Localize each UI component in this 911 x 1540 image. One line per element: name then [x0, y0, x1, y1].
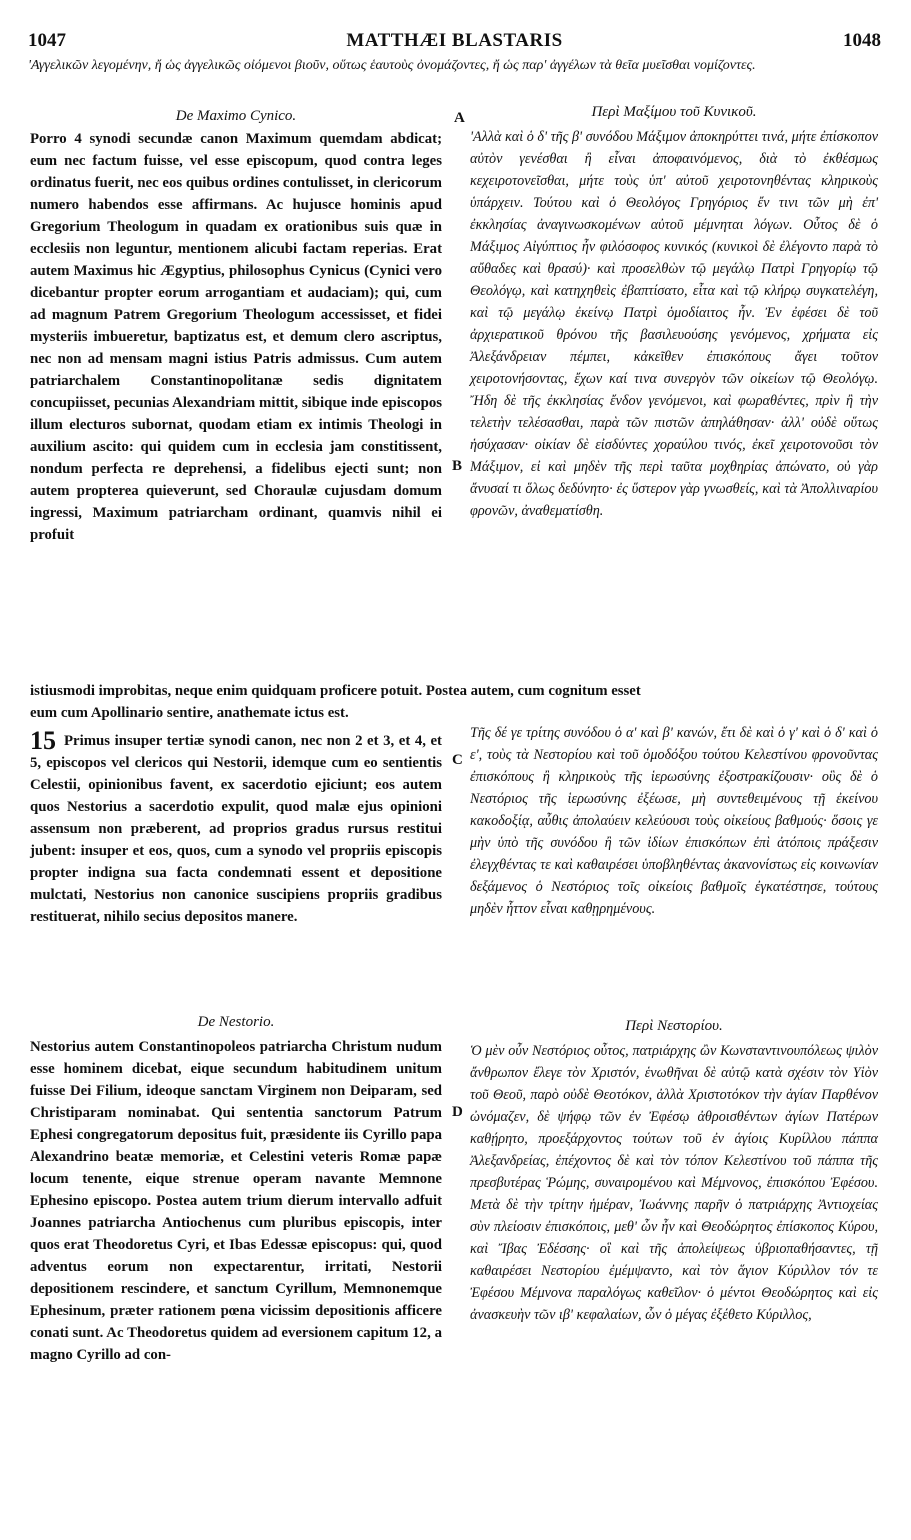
running-head — [28, 30, 881, 52]
greek-heading-nestorius: Περὶ Νεστορίου. — [625, 1018, 723, 1034]
running-title: MATTHÆI BLASTARIS — [346, 30, 563, 51]
canon-number: 15 — [30, 726, 56, 755]
greek-paragraph-nestorius: Ὁ μὲν οὖν Νεστόριος οὗτος, πατριάρχης ὢν Κωνσταντινουπόλεως ψιλὸν ἄνθρωπον ἔλεγε τὸν Χριστόν, ἑνωθῆναι δὲ αὐτῷ κατὰ σχέσιν τὸν Υἱὸν τοῦ Θεοῦ, παρὸ οὐδὲ Θεοτόκον, ἀλλὰ Χριστοτόκον τὴν ἁγίαν Παρθένον ὠνόμαζεν, δὲ ψήφῳ τῶν ἐν Ἐφέσῳ ἀθροισθέντων ἁγίων Πατέρων καθῄρητο, προεξάρχοντος τούτων τοῦ ἐν ἁγίοις Κυρίλλου πάππα Ἀλεξανδρείας, ἐπέχοντος δὲ καὶ τὸν τόπον Κελεστίνου τοῦ πάππα τῆς πρεσβυτέρας Ῥώμης, συναιρομένου καὶ Μέμνονος, ἐπισκόπου Ἐφέσου. Μετὰ δὲ τὴν τρίτην ἡμέραν, Ἰωάννης παρῆν ὁ πατριάρχης Ἀντιοχείας σὺν πλείοσιν ἐπισκόποις, μεθ' ὧν ἦν καὶ Θεοδώρητος ἐπίσκοπος Κύρου, καὶ Ἴβας Ἐδέσσης· οἳ καὶ τῆς ἀπολείψεως ὑβριοπαθήσαντες, τῇ καθαιρέσει Νεστορίου ἐμέμψαντο, καὶ τὸν ἅγιον Κύριλλον τόν τε Ἐφέσου Μέμνονα παραλόγως καθεῖλον· ὁ μέντοι Θεοδώρητος καὶ εἰς ἀνασκευὴν τῶν ιβ' κεφαλαίων, ὧν ὁ μέγας ἐξέθετο Κύριλλος, — [470, 1043, 878, 1323]
latin-heading-maximus: De Maximo Cynico. — [175, 108, 297, 124]
greek-continuation-line: 'Αγγελικῶν λεγομένην, ἤ ὡς ἀγγελικῶς οἰόμενοι βιοῦν, οὕτως ἑαυτοὺς ὀνομάζοντες, ἤ ὡς παρ' ἀγγέλων τὰ θεῖα μυεῖσθαι νομίζοντες. — [28, 58, 756, 73]
latin-paragraph-nestorius: Nestorius autem Constantinopoleos patriarcha Christum nudum esse hominem dicebat, eique secundum habitudinem unitum fuisse Dei Filium, ideoque sanctam Virginem non Deiparam, sed Christiparam nominabat. Qui sententia sanctorum Patrum Ephesi congregatorum depositus fuit, præsidente iis Cyrillo papa Alexandrino beatæ memoriæ, et Celestini veteris Romæ papæ locum tenente, eique strenue operam navante Memnone Ephesino episcopo. Postea autem trium dierum intervallo adfuit Joannes patriarcha Antiochenus cum pluribus episcopis, inter quos erat Theodoretus Cyri, et Ibas Edessæ episcopus: qui, quod adventus eorum non expectarentur, irritati, Nestorii depositionem rescindere, et sanctum Cyrillum, Memnonemque Ephesinum, præter rationem pœna vicissim depositionis afficere conati sunt. Ac Theodoretus quidem ad eversionem capitum 12, a magno Cyrillo ad con- — [30, 1039, 442, 1363]
latin-bridge-line: istiusmodi improbitas, neque enim quidquam proficere potuit. Postea autem, cum cognitum esset — [30, 683, 641, 699]
latin-bridge-last: eum cum Apollinario sentire, anathemate ictus est. — [30, 705, 349, 721]
latin-heading-nestorius: De Nestorio. — [197, 1014, 275, 1030]
margin-letter-a: A — [454, 110, 465, 126]
page-number-left: 1047 — [28, 30, 66, 51]
margin-letter-d: D — [452, 1104, 463, 1120]
latin-paragraph-maximus: Porro 4 synodi secundæ canon Maximum quemdam abdicat; eum nec factum fuisse, vel esse episcopum, quod contra leges ordinatus fuerit, nec eos quibus ordines contulisset, in clericorum numero habendos esse affirmans. Ac hujusce hominis apud Gregorium Theologum in quadam ex orationibus suis quæ in ecclesiis non leguntur, mentionem alicubi factam reperias. Erat autem Maximus hic Ægyptius, philosophus Cynicus (Cynici vero dicebantur propter eorum arrogantiam et audaciam); qui, cum ad magnum Patrem Gregorium Theologum accessisset, et fidei mysteriis imbueretur, baptizatus est, et demum clero ascriptus, nec non ad mensam magni istius Patris admissus. Cum autem patriarchalem Constantinopolitanæ sedis dignitatem concupiisset, pecunias Alexandriam mittit, sibique inde episcopos illum electuros subornat, quodam etiam ex intimis Theologi in auxilium ascito: qui quidem cum in ecclesia jam constitissent, nondum perfecta re deprehensi, a fidelibus ejecti sunt; non autem propterea quieverunt, sed Choraulæ cujusdam domum ingressi, Maximum patriarcham ordinant, quamvis nihil ei profuit — [30, 131, 442, 543]
greek-heading-maximus: Περὶ Μαξίμου τοῦ Κυνικοῦ. — [591, 104, 757, 120]
greek-paragraph-canon: Τῆς δέ γε τρίτης συνόδου ὁ α' καὶ β' κανών, ἔτι δὲ καὶ ὁ γ' καὶ ὁ δ' καὶ ὁ ε', τοὺς τὰ Νεστορίου καὶ τοῦ ὁμοδόξου τούτου Κελεστίνου φρονοῦντας ἐπισκόπους ἢ κληρικοὺς τῆς ἱερωσύνης ἐξοστρακίζουσιν· οὓς δὲ ὁ Νεστόριος τῆς ἱερωσύνης ἐξέωσε, μὴ συντεθειμένους τῇ ἐκείνου κακοδοξίᾳ, αὖθις ἀπολαύειν κελεύουσι τοὺς οἰκείους βαθμούς· ὅσοις γε μὴν ὑπὸ τῆς συνόδου ἢ τῶν ἰδίων ἐπισκόπων ἐπὶ ἀτόποις πράξεσιν ἐλεγχθέντας τε καὶ καθαιρέσει ὑποβληθέντας ἀκανονίστως εἰς κοινωνίαν δεξάμενος ὁ Νεστόριος τοῖς οἰκείοις βαθμοῖς ἐγκατέστησε, τούτους μηδὲν ἧττον εἶναι καθῃρημένους. — [470, 725, 878, 917]
greek-paragraph-maximus: 'Αλλὰ καὶ ὁ δ' τῆς β' συνόδου Μάξιμον ἀποκηρύττει τινά, μήτε ἐπίσκοπον αὐτὸν γενέσθαι ἢ εἶναι ἀποφαινόμενος, διὰ τὸ ἐκθέσμως κεχειροτονεῖσθαι, μήτε τοὺς ὑπ' αὐτοῦ χειροτονηθέντας κληρικοὺς ὑπάρχειν. Τούτου καὶ ὁ Θεολόγος Γρηγόριος ἔν τινι τῶν μὴ ἐπ' ἐκκλησίας ἀναγινωσκομένων αὐτοῦ μέμνηται λόγων. Οὗτος δὲ ὁ Μάξιμος Αἰγύπτιος ἦν φιλόσοφος κυνικός (κυνικοὶ δὲ ἐλέγοντο παρὰ τὸ αὔθαδες καὶ θρασύ)· καὶ προσελθὼν τῷ μεγάλῳ Πατρὶ Γρηγορίῳ τῷ Θεολόγῳ, καὶ κατηχηθεὶς ἐβαπτίσατο, εἶτα καὶ τῷ κλήρῳ συγκατελέγη, καὶ τῷ μεγάλῳ ἐκείνῳ Πατρὶ ὁμοδίαιτος ἦν. Ἐν ἐφέσει δὲ τοῦ ἀρχιερατικοῦ θρόνου τῆς βασιλευούσης γενόμενος, χρήματα εἰς Ἀλεξάνδρειαν πέμπει, κἀκεῖθεν ἐπισκόπους ἄγει τοῦτον χειροτονήσοντας, ἔχων καί τινα συνεργὸν τῶν οἰκείων τῷ Θεολόγῳ. Ἤδη δὲ τῆς ἐκκλησίας ἔνδον γενόμενοι, καὶ φωραθέντες, πρὶν ἢ τὴν τελετὴν τελέσασθαι, παρὰ τῶν πιστῶν ἀπηλάθησαν· ἀλλ' οὐδὲ οὕτως ἡσύχασαν· οἰκίαν δὲ εἰσδύντες χοραύλου τινός, ἐκεῖ χειροτονοῦσι τὸν Μάξιμον, εἰ καὶ μηδὲν τῆς περὶ ταῦτα μοχθηρίας ἀπώνατο, οὐ γὰρ ἄνυσαί τι ὅλως δεδύνητο· ἐς ὕστερον γὰρ γνωσθείς, καὶ τὰ Ἀπολλιναρίου φρονῶν, ἀναθεματίσθη. — [470, 129, 878, 519]
latin-paragraph-canon: Primus insuper tertiæ synodi canon, nec non 2 et 3, et 4, et 5, episcopos vel clericos qui Nestorii, idemque cum eo sentientis Celestii, opinionibus favent, ex sacerdotio ejiciunt; eos autem quos Nestorius a sacerdotio expulit, quod malæ ejus opinioni assensum non præberent, ad proprios gradus rursus restitui jubent: insuper et eos, quos, cum a synodo vel propriis episcopis propter indigna sua facta condemnati essent et depositione mulctati, Nestorius non canonice suscipiens propriis gradibus restituerat, nihilo secius depositos manere. — [30, 733, 442, 925]
margin-letter-c: C — [452, 752, 463, 768]
page-number-right: 1048 — [843, 30, 881, 51]
margin-letter-b: B — [452, 458, 463, 474]
